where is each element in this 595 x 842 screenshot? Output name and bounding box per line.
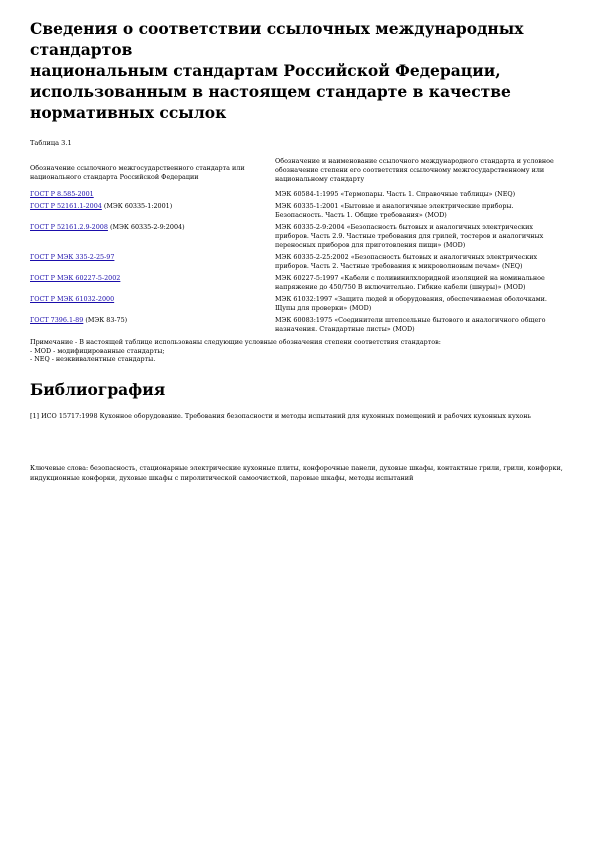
title-line: нормативных ссылок bbox=[30, 103, 227, 122]
title-line: национальным стандартам Российской Федерации, bbox=[30, 61, 501, 80]
note-line: - MOD - модифицированные стандарты; bbox=[30, 346, 165, 355]
table-cell: МЭК 60083:1975 «Соединители штепсельные бытового и аналогичного общего назначения. Стандартные листы» (MOD) bbox=[275, 316, 546, 333]
reference-table bbox=[30, 157, 561, 337]
standard-link[interactable]: ГОСТ Р МЭК 60227-5-2002 bbox=[30, 274, 121, 282]
table-cell bbox=[30, 223, 275, 253]
table-header-cell: Обозначение ссылочного межгосударственного стандарта или национального стандарта Российской Федерации bbox=[30, 164, 245, 181]
standard-suffix: (МЭК 60335-2-9:2004) bbox=[107, 223, 185, 231]
title-line: стандартов bbox=[30, 40, 133, 59]
table-row bbox=[30, 190, 561, 202]
table-row bbox=[30, 274, 561, 295]
document-page bbox=[30, 18, 567, 483]
note-line: Примечание - В настоящей таблице использованы следующие условные обозначения степени соответствия стандартов: bbox=[30, 338, 441, 346]
standard-suffix: (МЭК 60335-1:2001) bbox=[101, 202, 173, 210]
standard-link[interactable]: ГОСТ Р МЭК 335-2-25-97 bbox=[30, 253, 115, 261]
table-header-cell: Обозначение и наименование ссылочного международного стандарта и условное обозначение степени его соответствия ссылочному межгосударственному или национальному стандарту bbox=[275, 157, 554, 183]
standard-suffix: (МЭК 83-75) bbox=[83, 316, 128, 324]
table-cell: МЭК 61032:1997 «Защита людей и оборудования, обеспечиваемая оболочками. Щупы для проверки» (MOD) bbox=[275, 295, 547, 312]
page-title bbox=[30, 18, 567, 123]
table-cell: МЭК 60335-2-9:2004 «Безопасность бытовых и аналогичных электрических приборов. Часть 2.9. Частные требования для грилей, тостеров и аналогичных переносных приборов для приготовления пищи» (MOD) bbox=[275, 223, 544, 249]
standard-link[interactable]: ГОСТ Р 52161.1-2004 bbox=[30, 202, 102, 210]
table-cell bbox=[30, 202, 275, 223]
table-header-row bbox=[30, 157, 561, 190]
table-row bbox=[30, 316, 561, 337]
keywords-text: Ключевые слова: безопасность, стационарные электрические кухонные плиты, конфорочные панели, духовые шкафы, контактные грили, грили, конфорки, индукционные конфорки, духовые шкафы с пиролитической самоочисткой, паровые шкафы, методы испытаний bbox=[30, 463, 563, 482]
table-cell: МЭК 60335-2-25:2002 «Безопасность бытовых и аналогичных электрических приборов. Часть 2. Частные требования к микроволновым печам» (NEQ) bbox=[275, 253, 538, 270]
table-cell bbox=[30, 253, 275, 274]
table-label: Таблица 3.1 bbox=[30, 139, 72, 147]
standard-link[interactable]: ГОСТ 7396.1-89 bbox=[30, 316, 84, 324]
standard-link[interactable]: ГОСТ Р 52161.2.9-2008 bbox=[30, 223, 108, 231]
title-line: использованным в настоящем стандарте в качестве bbox=[30, 82, 511, 101]
table-row bbox=[30, 253, 561, 274]
standard-link[interactable]: ГОСТ Р МЭК 61032-2000 bbox=[30, 295, 115, 303]
table-row bbox=[30, 295, 561, 316]
table-cell: МЭК 60584-1:1995 «Термопары. Часть 1. Справочные таблицы» (NEQ) bbox=[275, 190, 516, 198]
title-line: Сведения о соответствии ссылочных международных bbox=[30, 19, 524, 38]
note-line: - NEQ - неэквивалентные стандарты. bbox=[30, 355, 156, 363]
table-cell: МЭК 60227-5:1997 «Кабели с поливинилхлоридной изоляцией на номинальное напряжение до 450/750 В включительно. Гибкие кабели (шнуры)» (MOD) bbox=[275, 274, 545, 291]
table-cell bbox=[30, 295, 275, 316]
table-cell: МЭК 60335-1:2001 «Бытовые и аналогичные электрические приборы. Безопасность. Часть 1. Общие требования» (MOD) bbox=[275, 202, 514, 219]
table-cell bbox=[30, 316, 275, 337]
table-cell bbox=[30, 190, 275, 202]
bibliography-entry: [1] ИСО 15717:1998 Кухонное оборудование. Требования безопасности и методы испытаний для кухонных помещений и рабочих кухонных кухонь bbox=[30, 411, 531, 420]
bibliography-heading: Библиография bbox=[30, 379, 166, 399]
table-cell bbox=[30, 274, 275, 295]
table-row bbox=[30, 223, 561, 253]
standard-link[interactable]: ГОСТ Р 8.585-2001 bbox=[30, 190, 94, 198]
table-note bbox=[30, 338, 567, 364]
table-row bbox=[30, 202, 561, 223]
